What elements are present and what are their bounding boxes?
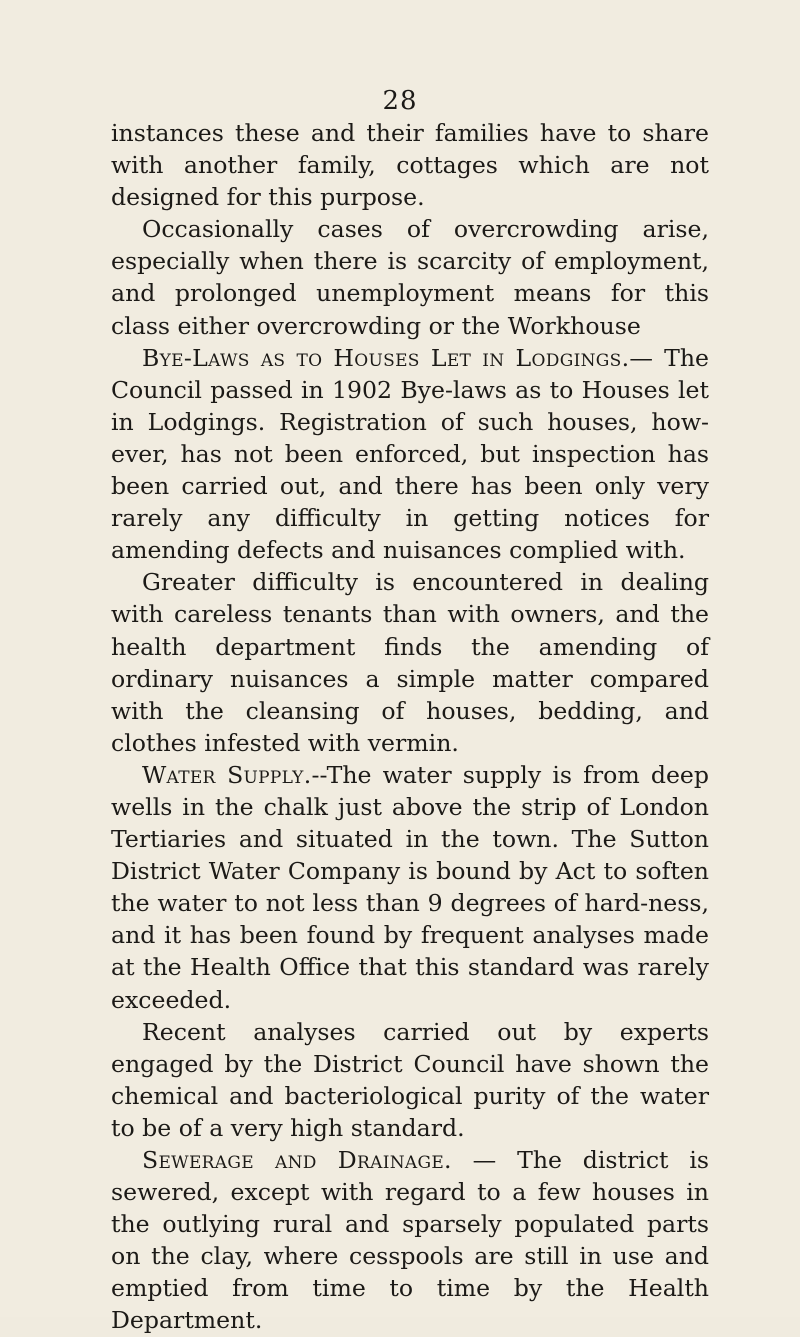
paragraph-text: --The water supply is from deep wells in the chalk just above the strip of London Tertiaries and situated in the town. The Sutton District Water Company is bound by Act to soften the water to not less than 9 degrees of hard-ness, and it has been found by frequent analyses made at the Health Office that this standard was rarely exceeded. (111, 760, 709, 1014)
paragraph-text: — The district is sewered, except with regard to a few houses in the outlying rural and sparsely populated parts on the clay, where cesspools are still in use and emptied from time to time by the Health Department. (111, 1146, 709, 1335)
body-text (111, 117, 709, 1337)
paragraph-tenants (111, 566, 709, 759)
section-heading: Sewerage and Drainage. (142, 1146, 452, 1174)
paragraph-text: instances these and their families have to share with another family, cottages which are not designed for this purpose. (111, 119, 709, 212)
paragraph-analyses (111, 1016, 709, 1144)
paragraph-text: Greater difficulty is encountered in dealing with careless tenants than with owners, and the health department finds the amending of ordinary nuisances a simple matter compared with the cleansing of houses, bedding, and clothes infested with vermin. (111, 568, 709, 757)
page-number: 28 (382, 86, 418, 116)
paragraph-text: Recent analyses carried out by experts engaged by the District Council have shown the chemical and bacteriological purity of the water to be of a very high standard. (111, 1017, 709, 1142)
paragraph-bye-laws (111, 342, 709, 567)
section-heading: Bye-Laws as to Houses Let in Lodgings.— (142, 343, 654, 372)
section-heading: Water Supply. (142, 760, 312, 789)
paragraph-sewerage (111, 1144, 709, 1337)
paragraph-text: Occasionally cases of overcrowding arise, especially when there is scarcity of employment, and prolonged unemployment means for this class either overcrowding or the Workhouse (111, 215, 709, 340)
paragraph-text: The Council passed in 1902 Bye-laws as to Houses let in Lodgings. Registration of such houses, how-ever, has not been enforced, but inspection has been carried out, and there has been only very rarely any difficulty in getting notices for amending defects and nuisances complied with. (111, 343, 710, 565)
paragraph-water-supply (111, 759, 709, 1016)
paragraph-continuation (111, 117, 709, 213)
paragraph-overcrowding (111, 213, 709, 341)
